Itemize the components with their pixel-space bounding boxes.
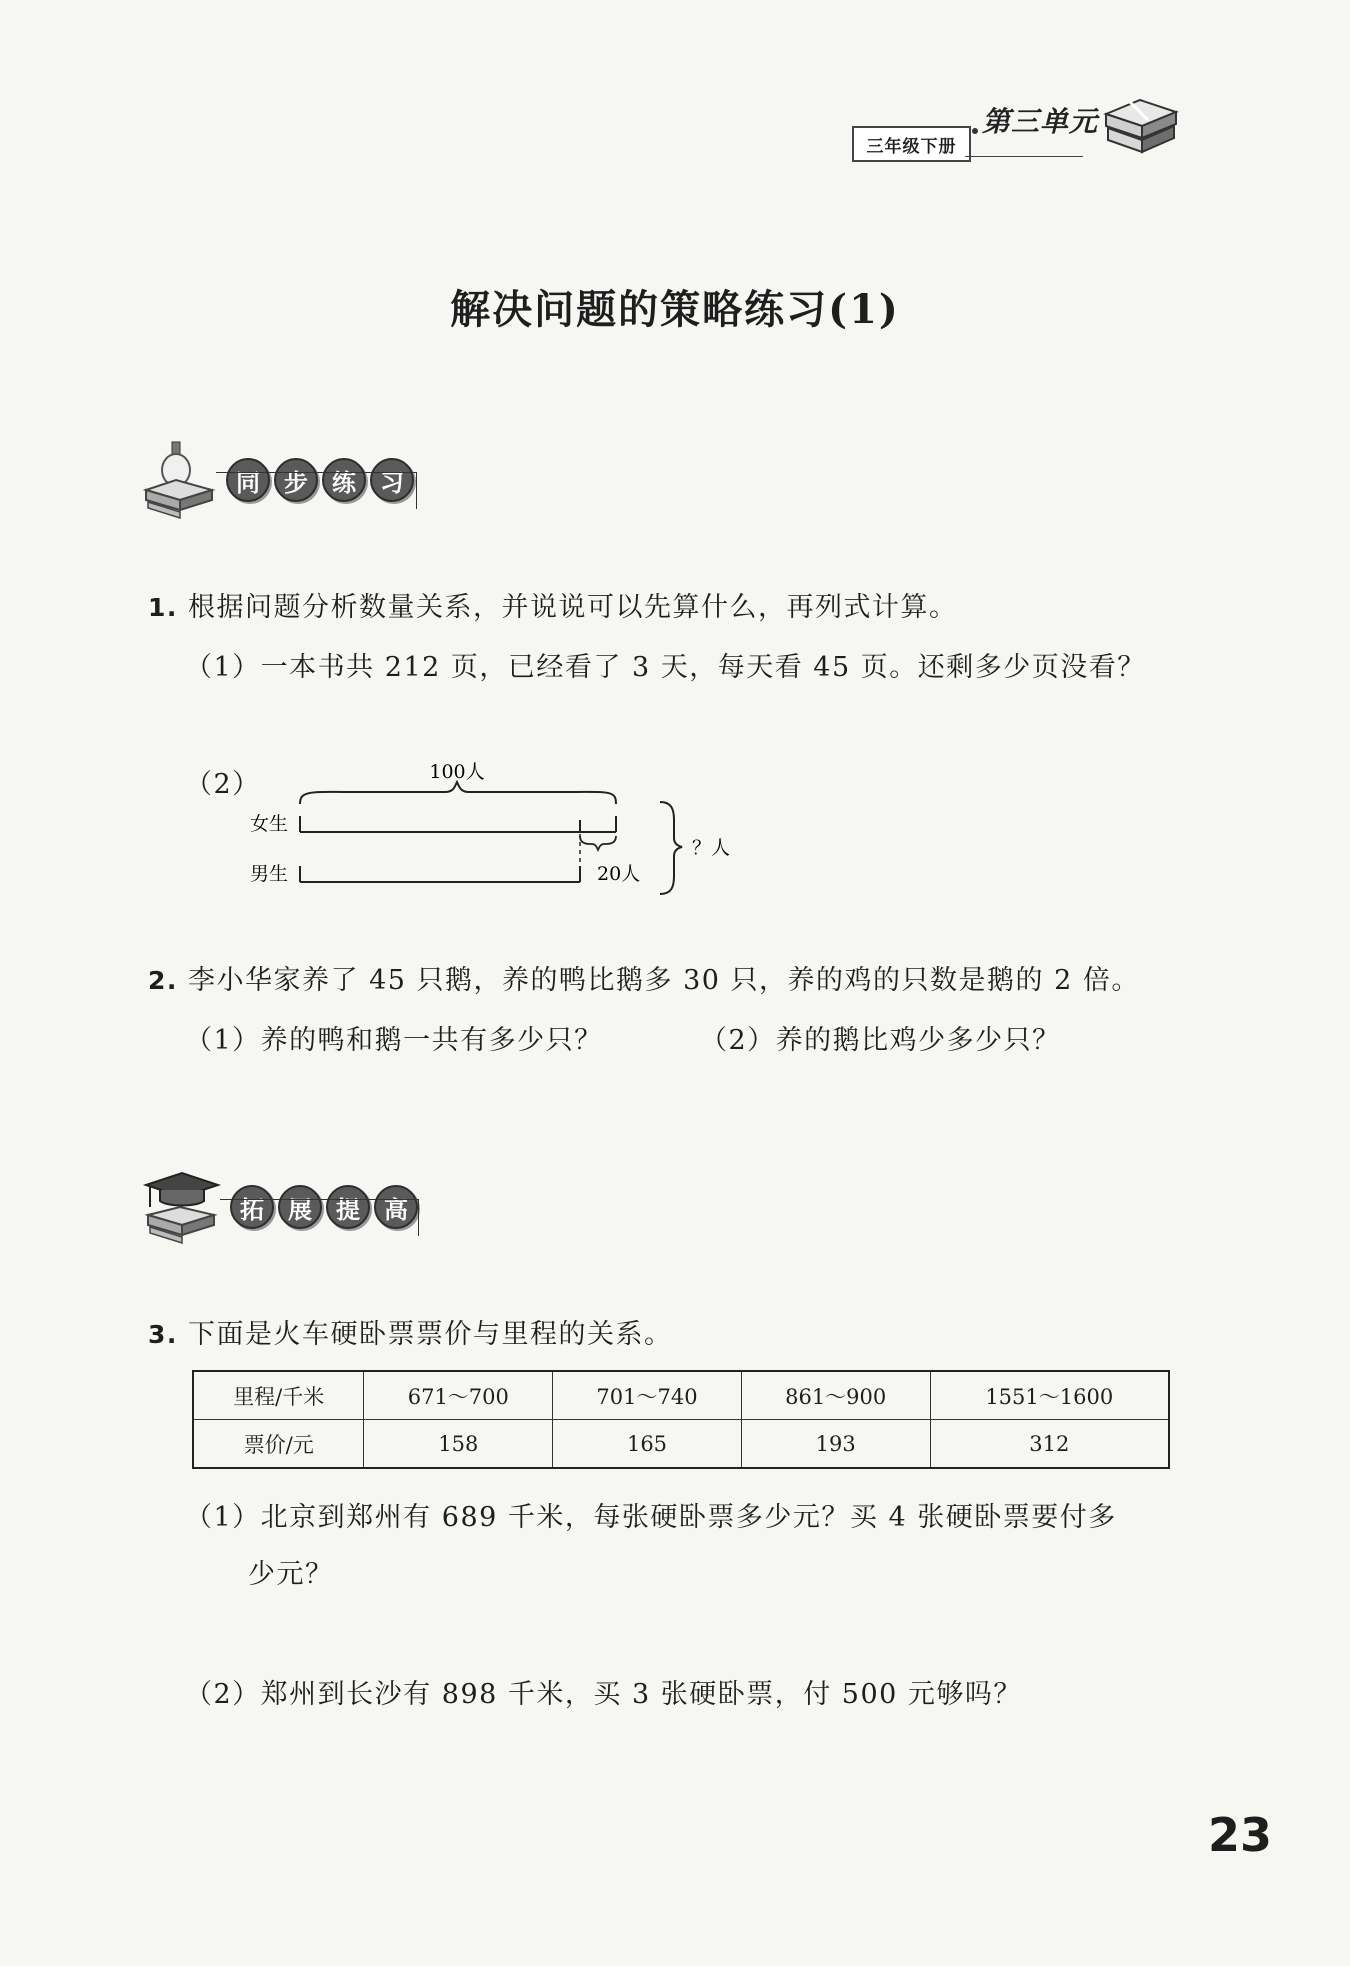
graduation-cap-on-books-icon (142, 1165, 222, 1245)
question-1 (148, 585, 958, 624)
question-text: 李小华家养了 45 只鹅，养的鸭比鹅多 30 只，养的鸡的只数是鹅的 2 倍。 (188, 965, 1140, 996)
banner-frame (216, 472, 417, 509)
girls-label: 女生 (250, 813, 289, 835)
segment-diagram (240, 758, 760, 898)
banner-char: 提 (326, 1185, 370, 1229)
page-title: 解决问题的策略练习(1) (450, 286, 900, 333)
question-3-part-2: （2）郑州到长沙有 898 千米，买 3 张硬卧票，付 500 元够吗？ (185, 1679, 1022, 1710)
table-cell-header: 票价/元 (193, 1420, 364, 1469)
table-cell: 193 (741, 1420, 930, 1469)
question-number: 1. (148, 593, 178, 622)
banner-char: 同 (226, 458, 270, 502)
question-total-label: ？人 (692, 837, 731, 859)
section-banner-sync (142, 440, 422, 520)
diagram-total-label: 100人 (429, 761, 485, 783)
unit-label: 第三单元 (982, 105, 1099, 138)
question-2-part-1: （1）养的鸭和鹅一共有多少只？ (185, 1025, 603, 1056)
table-cell: 671～700 (364, 1371, 553, 1420)
grade-label: 三年级下册 (852, 126, 971, 162)
banner-char: 展 (278, 1185, 322, 1229)
table-cell: 165 (553, 1420, 742, 1469)
question-1-part-1: （1）一本书共 212 页，已经看了 3 天，每天看 45 页。还剩多少页没看？ (185, 652, 1146, 683)
question-2-part-2: （2）养的鹅比鸡少多少只？ (700, 1025, 1061, 1056)
banner-char: 拓 (230, 1185, 274, 1229)
header-dot (972, 128, 978, 134)
table-row (193, 1420, 1169, 1469)
table-cell: 861～900 (741, 1371, 930, 1420)
table-cell-header: 里程/千米 (193, 1371, 364, 1420)
header-rule (965, 156, 1083, 157)
question-text: 根据问题分析数量关系，并说说可以先算什么，再列式计算。 (188, 592, 958, 623)
question-2 (148, 958, 1140, 997)
table-cell: 312 (930, 1420, 1169, 1469)
banner-char: 高 (374, 1185, 418, 1229)
page-number: 23 (1208, 1808, 1273, 1862)
lamp-on-books-icon (142, 440, 222, 520)
question-text: 下面是火车硬卧票票价与里程的关系。 (188, 1319, 673, 1350)
question-3-part-1-line-1: （1）北京到郑州有 689 千米，每张硬卧票多少元？买 4 张硬卧票要付多 (185, 1502, 1117, 1533)
question-3-part-1-line-2: 少元？ (248, 1559, 334, 1590)
question-number: 2. (148, 966, 178, 995)
banner-char: 步 (274, 458, 318, 502)
question-3 (148, 1312, 673, 1351)
difference-label: 20人 (597, 863, 641, 885)
question-1-part-2-label: （2） (185, 769, 261, 800)
table-row (193, 1371, 1169, 1420)
banner-frame (220, 1199, 419, 1236)
boys-label: 男生 (250, 863, 289, 885)
question-number: 3. (148, 1320, 178, 1349)
book-stack-icon (1100, 92, 1180, 164)
table-cell: 158 (364, 1420, 553, 1469)
table-cell: 701～740 (553, 1371, 742, 1420)
fare-table (192, 1370, 1170, 1469)
banner-char: 练 (322, 458, 366, 502)
section-banner-extend (142, 1165, 432, 1245)
table-cell: 1551～1600 (930, 1371, 1169, 1420)
banner-char: 习 (370, 458, 414, 502)
